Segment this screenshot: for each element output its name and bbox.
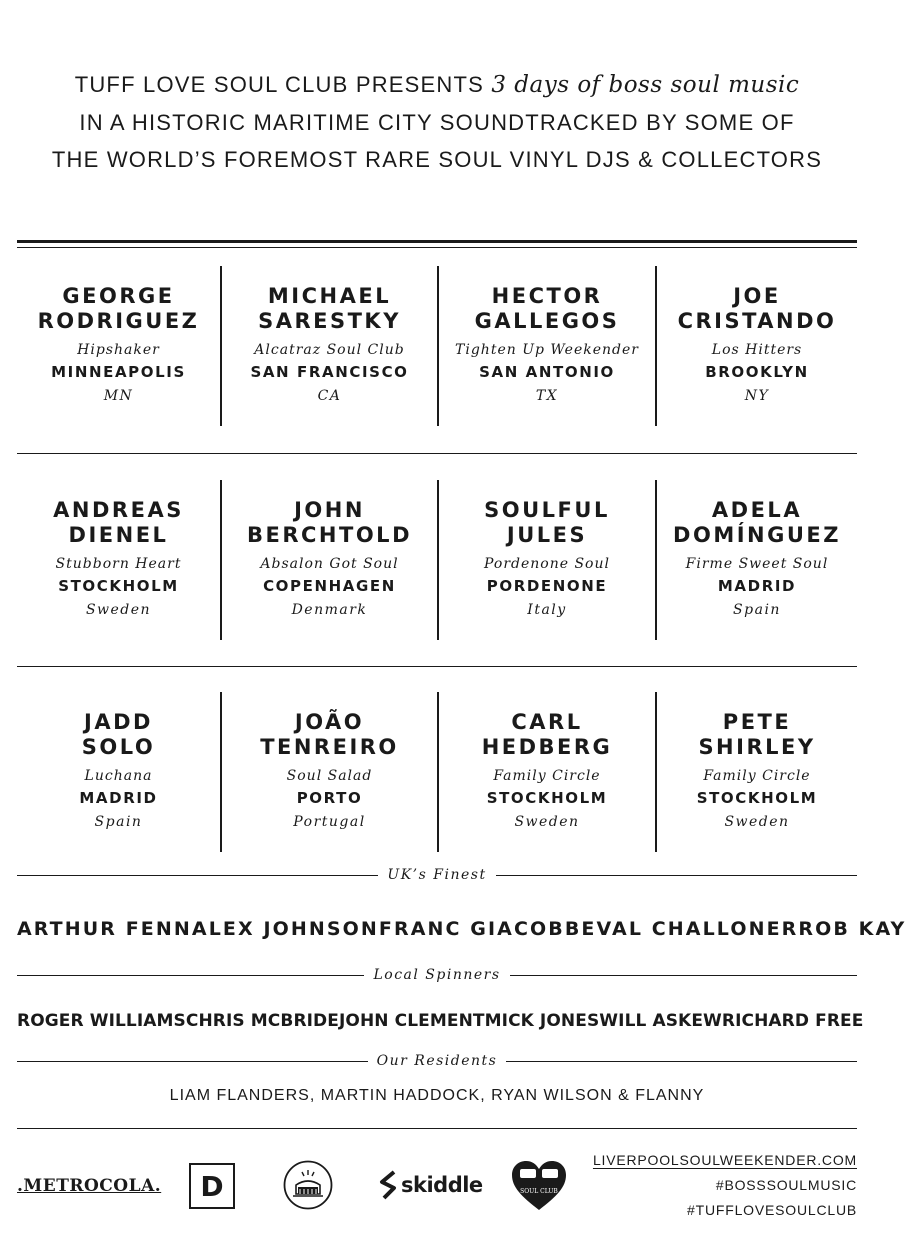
footer-divider: [17, 1128, 857, 1129]
dj-city: SAN ANTONIO: [479, 363, 615, 381]
dj-club: Luchana: [84, 768, 153, 784]
dj-card: [437, 692, 655, 852]
intro-line-3: THE WORLD’S FOREMOST RARE SOUL VINYL DJS & COLLECTORS: [51, 147, 823, 172]
website-link[interactable]: LIVERPOOLSOULWEEKENDER.COM: [592, 1152, 857, 1168]
dj-region: Sweden: [724, 814, 790, 830]
dj-city: COPENHAGEN: [263, 577, 396, 595]
dj-name: CARL HEDBERG: [481, 710, 613, 759]
dj-city: PORTO: [296, 789, 363, 807]
dj-name: GEORGE RODRIGUEZ: [37, 284, 200, 333]
dj-name-inline: FRANC GIACOBBE: [378, 918, 597, 940]
dj-name: HECTOR GALLEGOS: [474, 284, 620, 333]
intro-script-tagline: 3 days of boss soul music: [491, 72, 800, 98]
skiddle-logo: [380, 1168, 483, 1202]
skiddle-wordmark: skiddle: [401, 1173, 483, 1197]
dj-region: MN: [103, 388, 134, 404]
row-divider: [17, 453, 857, 454]
lineup-row-3: [17, 692, 857, 852]
dj-region: CA: [317, 388, 342, 404]
dj-name-inline: ROGER WILLIAMS: [17, 1011, 186, 1031]
dj-city: BROOKLYN: [705, 363, 809, 381]
dj-club: Los Hitters: [711, 342, 803, 358]
section-label-residents: Our Residents: [17, 1051, 857, 1071]
dj-city: MINNEAPOLIS: [51, 363, 186, 381]
dj-city: SAN FRANCISCO: [250, 363, 409, 381]
dj-city: PORDENONE: [486, 577, 608, 595]
section-label-local-spinners: Local Spinners: [17, 965, 857, 985]
lineup-row-2: [17, 480, 857, 640]
dj-name-inline: RICHARD FREE: [721, 1011, 864, 1031]
dj-region: NY: [744, 388, 770, 404]
dj-name-inline: ARTHUR FENN: [17, 918, 192, 940]
dj-city: STOCKHOLM: [486, 789, 608, 807]
dj-club: Absalon Got Soul: [260, 556, 399, 572]
local-spinners-names: [17, 1009, 864, 1033]
heart-logo: [511, 1160, 567, 1212]
d-logo: D: [189, 1163, 235, 1209]
dj-card: [220, 692, 437, 852]
dj-name-inline: ROB KAY: [798, 918, 906, 940]
dj-card: [655, 480, 857, 640]
dj-club: Soul Salad: [286, 768, 373, 784]
dj-club: Tighten Up Weekender: [455, 342, 639, 358]
dj-region: Spain: [733, 602, 781, 618]
intro-line-1: [0, 66, 874, 104]
building-icon: [283, 1160, 333, 1210]
dj-name-inline: VAL CHALLONER: [596, 918, 799, 940]
dj-club: Family Circle: [493, 768, 601, 784]
residents-names: LIAM FLANDERS, MARTIN HADDOCK, RYAN WILSON & FLANNY: [169, 1087, 705, 1104]
dj-name: JOÃO TENREIRO: [260, 710, 399, 759]
dj-name-inline: CHRIS MCBRIDE: [185, 1011, 339, 1031]
dj-region: TX: [535, 388, 559, 404]
double-divider: [17, 240, 857, 248]
dj-name: SOULFUL JULES: [484, 498, 610, 547]
dj-card: [17, 692, 220, 852]
dj-card: [655, 266, 857, 426]
intro-presents: TUFF LOVE SOUL CLUB PRESENTS: [74, 72, 485, 97]
lineup-row-1: [17, 266, 857, 426]
hashtag-boss-soul-music: #BOSSSOULMUSIC: [715, 1177, 857, 1193]
dj-name-inline: JOHN CLEMENT: [338, 1011, 485, 1031]
dj-name: ANDREAS DIENEL: [53, 498, 184, 547]
dj-name-inline: ALEX JOHNSON: [191, 918, 379, 940]
dj-club: Family Circle: [703, 768, 811, 784]
dj-club: Hipshaker: [77, 342, 160, 358]
dj-region: Portugal: [293, 814, 366, 830]
dj-card: [220, 266, 437, 426]
dj-card: [17, 266, 220, 426]
dj-region: Sweden: [85, 602, 152, 618]
dj-card: [655, 692, 857, 852]
dj-name: JADD SOLO: [81, 710, 156, 759]
dj-club: Alcatraz Soul Club: [254, 342, 405, 358]
dj-card: [437, 480, 655, 640]
intro-text: [0, 66, 874, 178]
dj-card: [17, 480, 220, 640]
skiddle-s-icon: [380, 1170, 398, 1200]
dj-club: Pordenone Soul: [484, 556, 610, 572]
dj-region: Spain: [94, 814, 143, 830]
metrocola-logo: .METROCOLA.: [17, 1176, 162, 1196]
dj-name-inline: MICK JONES: [484, 1011, 600, 1031]
dj-region: Denmark: [291, 602, 368, 618]
dj-city: STOCKHOLM: [58, 577, 179, 595]
row-divider: [17, 666, 857, 667]
dj-city: MADRID: [79, 789, 158, 807]
dj-club: Firme Sweet Soul: [685, 556, 829, 572]
dj-name: PETE SHIRLEY: [698, 710, 816, 759]
dj-name: MICHAEL SARESTKY: [258, 284, 401, 333]
footer-links: [593, 1148, 857, 1223]
dj-region: Italy: [527, 602, 567, 618]
dj-region: Sweden: [514, 814, 580, 830]
dj-city: MADRID: [717, 577, 797, 595]
uk-finest-names: [17, 916, 906, 942]
hashtag-tuff-love-soul-club: #TUFFLOVESOULCLUB: [687, 1202, 857, 1218]
dj-club: Stubborn Heart: [55, 556, 182, 572]
sponsor-logos: [17, 1160, 577, 1212]
dj-name: JOE CRISTANDO: [677, 284, 837, 333]
dj-name: ADELA DOMÍNGUEZ: [673, 498, 841, 547]
dj-name-inline: WILL ASKEW: [599, 1011, 722, 1031]
dj-city: STOCKHOLM: [696, 789, 818, 807]
intro-line-2: IN A HISTORIC MARITIME CITY SOUNDTRACKED BY SOME OF: [79, 110, 795, 135]
section-label-uk-finest: UK’s Finest: [17, 865, 857, 885]
dj-card: [220, 480, 437, 640]
dj-name: JOHN BERCHTOLD: [247, 498, 412, 547]
dj-card: [437, 266, 655, 426]
heart-logo-text: SOUL CLUB: [520, 1188, 558, 1195]
